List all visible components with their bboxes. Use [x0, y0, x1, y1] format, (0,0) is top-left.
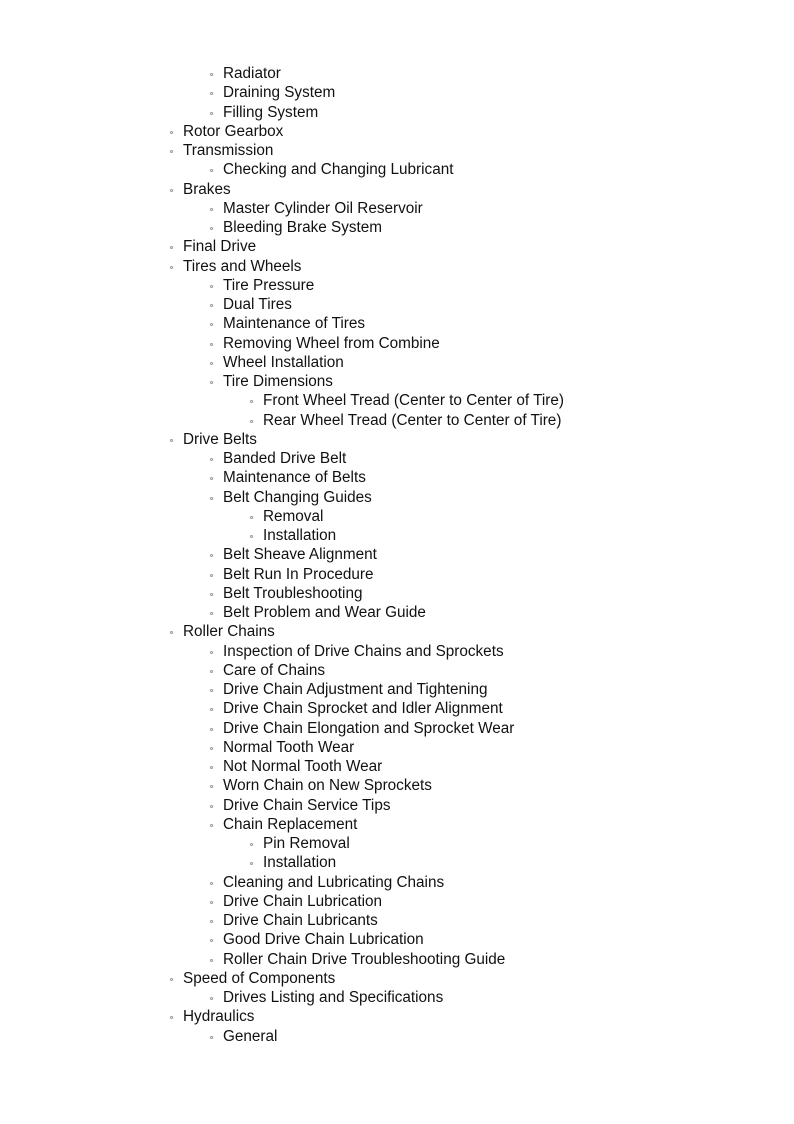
toc-entry-label: Filling System — [223, 103, 319, 121]
bullet-icon — [170, 189, 173, 192]
bullet-icon — [210, 728, 213, 731]
toc-entry-level-2[interactable] — [0, 950, 794, 969]
toc-entry-label: Belt Problem and Wear Guide — [223, 604, 426, 621]
bullet-icon — [170, 150, 173, 153]
toc-entry-label: Good Drive Chain Lubrication — [223, 931, 424, 949]
bullet-icon — [170, 246, 173, 249]
toc-entry-label: Drive Chain Elongation and Sprocket Wear — [223, 719, 515, 737]
bullet-icon — [210, 112, 213, 115]
toc-entry-label: Wheel Installation — [223, 353, 344, 371]
toc-entry-label: Maintenance of Belts — [223, 469, 366, 487]
toc-entry-label: Brakes — [183, 180, 231, 198]
toc-entry-label: Belt Troubleshooting — [223, 584, 363, 602]
toc-entry-label: Speed of Components — [183, 969, 336, 987]
bullet-icon — [210, 381, 213, 384]
bullet-icon — [250, 516, 253, 519]
bullet-icon — [210, 824, 213, 827]
bullet-icon — [210, 574, 213, 577]
bullet-icon — [210, 901, 213, 904]
toc-entry-label: Roller Chains — [183, 623, 275, 641]
toc-entry-level-2[interactable] — [0, 757, 794, 776]
toc-entry-label: Pin Removal — [263, 835, 350, 852]
toc-entry-level-2[interactable] — [0, 642, 794, 661]
toc-entry-label: Front Wheel Tread (Center to Center of Tire) — [263, 392, 564, 410]
toc-entry-level-2[interactable] — [0, 199, 794, 218]
toc-entry-level-3[interactable] — [0, 526, 794, 545]
toc-entry-label: Checking and Changing Lubricant — [223, 161, 454, 179]
bullet-icon — [250, 400, 253, 403]
toc-entry-level-2[interactable] — [0, 160, 794, 179]
toc-entry-label: Draining System — [223, 84, 336, 102]
toc-entry-level-3[interactable] — [0, 411, 794, 430]
bullet-icon — [210, 882, 213, 885]
bullet-icon — [170, 978, 173, 981]
toc-entry-label: Installation — [263, 854, 337, 872]
toc-entry-label: Hydraulics — [183, 1008, 255, 1026]
toc-entry-level-2[interactable] — [0, 83, 794, 102]
toc-entry-label: Belt Changing Guides — [223, 488, 372, 506]
bullet-icon — [210, 323, 213, 326]
toc-entry-label: Tires and Wheels — [183, 257, 302, 275]
toc-entry-label: Tire Dimensions — [223, 373, 333, 390]
toc-entry-label: Drive Chain Adjustment and Tightening — [223, 681, 488, 698]
bullet-icon — [210, 304, 213, 307]
bullet-icon — [210, 285, 213, 288]
toc-entry-level-2[interactable] — [0, 911, 794, 930]
bullet-icon — [250, 420, 253, 423]
bullet-icon — [210, 208, 213, 211]
toc-entry-label: Transmission — [183, 142, 274, 159]
bullet-icon — [210, 651, 213, 654]
toc-entry-label: Cleaning and Lubricating Chains — [223, 873, 445, 891]
toc-entry-level-2[interactable] — [0, 353, 794, 372]
bullet-icon — [210, 920, 213, 923]
toc-entry-label: Tire Pressure — [223, 276, 315, 294]
toc-entry-label: Drive Chain Sprocket and Idler Alignment — [223, 700, 503, 718]
toc-entry-level-2[interactable] — [0, 545, 794, 564]
toc-entry-label: Drives Listing and Specifications — [223, 989, 444, 1006]
toc-entry-level-2[interactable] — [0, 218, 794, 237]
bullet-icon — [210, 73, 213, 76]
bullet-icon — [170, 439, 173, 442]
toc-entry-level-1[interactable] — [0, 237, 794, 256]
bullet-icon — [210, 805, 213, 808]
bullet-icon — [210, 227, 213, 230]
toc-entry-level-2[interactable] — [0, 449, 794, 468]
toc-entry-level-2[interactable] — [0, 565, 794, 584]
toc-entry-label: Drive Chain Service Tips — [223, 796, 391, 814]
toc-entry-level-2[interactable] — [0, 334, 794, 353]
toc-entry-label: Care of Chains — [223, 661, 326, 679]
toc-entry-label: Banded Drive Belt — [223, 450, 347, 467]
toc-entry-level-2[interactable] — [0, 603, 794, 622]
bullet-icon — [250, 862, 253, 865]
table-of-contents — [0, 64, 794, 1046]
toc-entry-level-2[interactable] — [0, 988, 794, 1007]
toc-entry-level-1[interactable] — [0, 622, 794, 641]
bullet-icon — [210, 497, 213, 500]
toc-entry-level-2[interactable] — [0, 680, 794, 699]
toc-entry-level-2[interactable] — [0, 699, 794, 718]
toc-entry-level-2[interactable] — [0, 488, 794, 507]
toc-entry-label: Drive Chain Lubricants — [223, 912, 378, 929]
toc-entry-label: Drive Belts — [183, 430, 257, 448]
bullet-icon — [210, 959, 213, 962]
bullet-icon — [210, 939, 213, 942]
toc-entry-label: Inspection of Drive Chains and Sprockets — [223, 642, 504, 660]
toc-entry-level-2[interactable] — [0, 815, 794, 834]
toc-entry-level-2[interactable] — [0, 103, 794, 122]
toc-entry-label: Belt Sheave Alignment — [223, 546, 377, 564]
toc-entry-level-2[interactable] — [0, 776, 794, 795]
toc-entry-level-2[interactable] — [0, 584, 794, 603]
toc-entry-level-2[interactable] — [0, 64, 794, 83]
toc-entry-level-1[interactable] — [0, 1007, 794, 1026]
toc-entry-label: Master Cylinder Oil Reservoir — [223, 199, 423, 217]
bullet-icon — [210, 593, 213, 596]
toc-entry-level-1[interactable] — [0, 180, 794, 199]
toc-entry-level-2[interactable] — [0, 276, 794, 295]
bullet-icon — [170, 1016, 173, 1019]
bullet-icon — [210, 670, 213, 673]
toc-entry-label: Not Normal Tooth Wear — [223, 758, 383, 775]
toc-entry-level-3[interactable] — [0, 507, 794, 526]
bullet-icon — [210, 766, 213, 769]
toc-entry-level-2[interactable] — [0, 295, 794, 314]
toc-entry-level-3[interactable] — [0, 853, 794, 872]
toc-entry-level-2[interactable] — [0, 738, 794, 757]
bullet-icon — [210, 169, 213, 172]
bullet-icon — [210, 477, 213, 480]
toc-entry-label: Roller Chain Drive Troubleshooting Guide — [223, 950, 506, 968]
toc-entry-level-2[interactable] — [0, 719, 794, 738]
toc-entry-level-2[interactable] — [0, 796, 794, 815]
bullet-icon — [250, 535, 253, 538]
toc-entry-label: Radiator — [223, 65, 281, 82]
toc-entry-label: General — [223, 1027, 278, 1045]
bullet-icon — [210, 747, 213, 750]
toc-entry-level-2[interactable] — [0, 468, 794, 487]
toc-entry-label: Dual Tires — [223, 296, 292, 313]
toc-entry-label: Removal — [263, 507, 324, 525]
toc-entry-level-1[interactable] — [0, 969, 794, 988]
toc-entry-level-2[interactable] — [0, 1027, 794, 1046]
toc-entry-label: Removing Wheel from Combine — [223, 334, 440, 352]
bullet-icon — [210, 708, 213, 711]
toc-entry-label: Belt Run In Procedure — [223, 565, 374, 583]
bullet-icon — [210, 997, 213, 1000]
toc-entry-label: Drive Chain Lubrication — [223, 892, 382, 910]
bullet-icon — [210, 458, 213, 461]
toc-entry-level-1[interactable] — [0, 430, 794, 449]
toc-entry-label: Maintenance of Tires — [223, 315, 365, 333]
toc-entry-level-3[interactable] — [0, 391, 794, 410]
toc-entry-label: Installation — [263, 527, 337, 544]
toc-entry-level-2[interactable] — [0, 372, 794, 391]
bullet-icon — [210, 785, 213, 788]
toc-entry-level-2[interactable] — [0, 873, 794, 892]
bullet-icon — [210, 612, 213, 615]
bullet-icon — [250, 843, 253, 846]
toc-entry-level-1[interactable] — [0, 257, 794, 276]
toc-entry-label: Normal Tooth Wear — [223, 738, 355, 756]
toc-entry-level-1[interactable] — [0, 141, 794, 160]
toc-entry-level-2[interactable] — [0, 314, 794, 333]
toc-entry-level-2[interactable] — [0, 661, 794, 680]
bullet-icon — [210, 554, 213, 557]
bullet-icon — [170, 266, 173, 269]
bullet-icon — [170, 631, 173, 634]
toc-entry-label: Rotor Gearbox — [183, 122, 284, 140]
bullet-icon — [210, 689, 213, 692]
bullet-icon — [210, 1036, 213, 1039]
bullet-icon — [170, 131, 173, 134]
toc-entry-label: Rear Wheel Tread (Center to Center of Tire) — [263, 411, 562, 429]
toc-entry-level-1[interactable] — [0, 122, 794, 141]
toc-entry-label: Bleeding Brake System — [223, 219, 382, 236]
toc-entry-label: Final Drive — [183, 238, 257, 256]
toc-entry-label: Chain Replacement — [223, 815, 358, 833]
bullet-icon — [210, 92, 213, 95]
bullet-icon — [210, 362, 213, 365]
toc-entry-level-3[interactable] — [0, 834, 794, 853]
toc-entry-level-2[interactable] — [0, 892, 794, 911]
bullet-icon — [210, 343, 213, 346]
toc-entry-level-2[interactable] — [0, 930, 794, 949]
toc-entry-label: Worn Chain on New Sprockets — [223, 777, 432, 795]
